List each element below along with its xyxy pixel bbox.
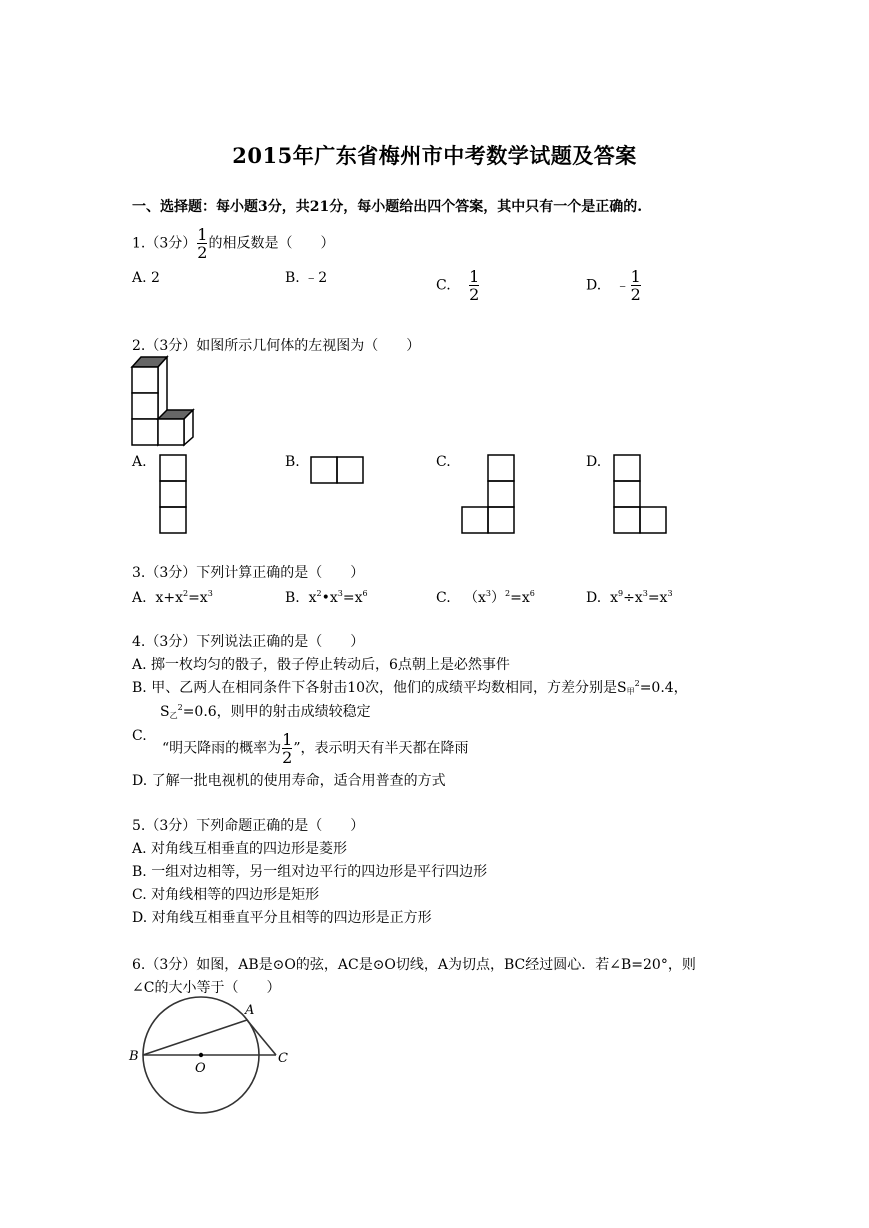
q3-c-label: C. bbox=[436, 590, 451, 606]
q1-option-b: B. ﹣2 bbox=[285, 270, 328, 286]
q6-label-a: A bbox=[245, 1003, 255, 1018]
q2-option-d-label: D. bbox=[586, 454, 602, 470]
q4-option-a: A. 掷一枚均匀的骰子，骰子停止转动后，6点朝上是必然事件 bbox=[132, 657, 510, 673]
q4-c-den: 2 bbox=[282, 748, 293, 767]
q6-label-c: C bbox=[278, 1051, 288, 1066]
q1-suffix: 的相反数是（ ） bbox=[208, 235, 335, 252]
q1-c-den: 2 bbox=[469, 285, 480, 304]
q3-d-label: D. bbox=[586, 590, 602, 606]
q6-label-o: O bbox=[195, 1061, 206, 1076]
q5-option-a: A. 对角线互相垂直的四边形是菱形 bbox=[132, 841, 348, 857]
q1-d-num: 1 bbox=[630, 267, 641, 286]
question-5-stem: 5.（3分）下列命题正确的是（ ） bbox=[132, 818, 365, 834]
q4-c-pre: “明天降雨的概率为 bbox=[162, 740, 282, 757]
q6-label-b: B bbox=[129, 1049, 139, 1064]
section-heading: 一、选择题：每小题3分，共21分，每小题给出四个答案，其中只有一个是正确的. bbox=[132, 199, 643, 215]
q4-option-b-line2: $S_乙^2=0.6$，则甲的射击成绩较稳定 bbox=[160, 703, 371, 720]
q4-b-tail: =0.4， bbox=[639, 680, 688, 696]
q3-b-label: B. bbox=[285, 590, 300, 606]
q1-frac-num: 1 bbox=[197, 225, 208, 244]
question-4-stem: 4.（3分）下列说法正确的是（ ） bbox=[132, 634, 365, 650]
q4-b-text: B. 甲、乙两人在相同条件下各射击10次，他们的成绩平均数相同，方差分别是S bbox=[132, 680, 627, 696]
question-6-line2: ∠C的大小等于（ ） bbox=[132, 980, 281, 996]
q4-b2-tail: =0.6，则甲的射击成绩较稳定 bbox=[182, 704, 371, 720]
question-3-stem: 3.（3分）下列计算正确的是（ ） bbox=[132, 565, 365, 581]
page-title: 2015年广东省梅州市中考数学试题及答案 bbox=[232, 143, 637, 168]
q4-b-sub-yi: 乙 bbox=[169, 711, 178, 720]
q3-option-c: C. $(x^3)^2=x^6$ bbox=[436, 589, 535, 606]
q1-option-a: A. 2 bbox=[132, 270, 160, 286]
q1-option-c-label: C. bbox=[436, 277, 451, 294]
q4-option-c-label: C. bbox=[132, 728, 147, 744]
question-6-line1: 6.（3分）如图，AB是⊙O的弦，AC是⊙O切线，A为切点，BC经过圆心．若∠B=20°，则 bbox=[132, 957, 696, 973]
q3-option-b: B. $x^2•x^3=x^6$ bbox=[285, 589, 368, 606]
question-2-stem: 2.（3分）如图所示几何体的左视图为（ ） bbox=[132, 338, 421, 354]
q5-option-b: B. 一组对边相等，另一组对边平行的四边形是平行四边形 bbox=[132, 864, 488, 880]
q4-c-post: ”，表示明天有半天都在降雨 bbox=[293, 740, 469, 757]
q4-c-num: 1 bbox=[282, 730, 293, 749]
q1-frac-den: 2 bbox=[197, 243, 208, 262]
q2-option-a-label: A. bbox=[132, 454, 147, 470]
q3-option-a: A. $x+x^2=x^3$ bbox=[132, 589, 213, 606]
q1-c-num: 1 bbox=[469, 267, 480, 286]
q5-option-c: C. 对角线相等的四边形是矩形 bbox=[132, 887, 320, 903]
q4-option-b-line1: B. 甲、乙两人在相同条件下各射击10次，他们的成绩平均数相同，方差分别是$S_甲^2=0.4$， bbox=[132, 679, 688, 696]
q3-a-label: A. bbox=[132, 590, 147, 606]
q3-option-d: D. $x^9\div x^3=x^3$ bbox=[586, 589, 673, 606]
q1-d-den: 2 bbox=[630, 285, 641, 304]
q5-option-d: D. 对角线互相垂直平分且相等的四边形是正方形 bbox=[132, 910, 432, 926]
q1-option-d-label: D. bbox=[586, 277, 602, 294]
q2-option-b-label: B. bbox=[285, 454, 300, 470]
q1-option-d-sign: ﹣ bbox=[615, 277, 630, 294]
q4-b-sub-jia: 甲 bbox=[626, 687, 635, 696]
q1-prefix: 1.（3分） bbox=[132, 235, 197, 252]
q4-option-d: D. 了解一批电视机的使用寿命，适合用普查的方式 bbox=[132, 773, 446, 789]
q2-option-c-label: C. bbox=[436, 454, 451, 470]
